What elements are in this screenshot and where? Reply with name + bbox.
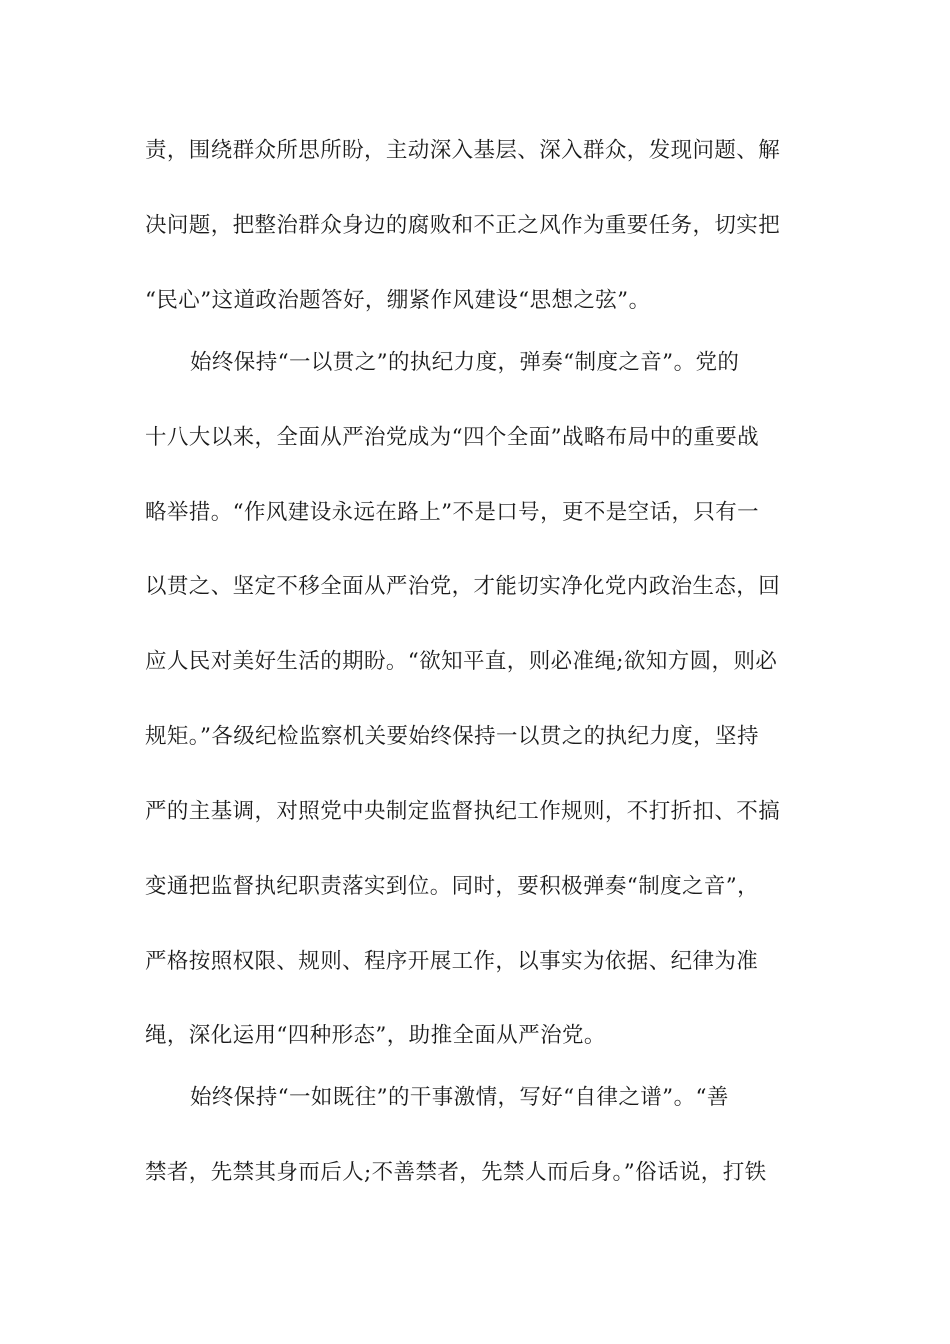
paragraph-first-line: 始终保持“一以贯之”的执纪力度，弹奏“制度之音”。党的 [190, 350, 740, 375]
text-line: 变通把监督执纪职责落实到位。同时，要积极弹奏“制度之音”， [145, 874, 760, 899]
text-line: 责，围绕群众所思所盼，主动深入基层、深入群众，发现问题、解 [145, 138, 781, 163]
text-line: 应人民对美好生活的期盼。“欲知平直，则必准绳;欲知方圆，则必 [145, 649, 778, 674]
text-line: 严格按照权限、规则、程序开展工作，以事实为依据、纪律为准 [145, 949, 759, 974]
paragraph-first-line: 始终保持“一如既往”的干事激情，写好“自律之谱”。“善 [190, 1085, 729, 1110]
text-line: 十八大以来，全面从严治党成为“四个全面”战略布局中的重要战 [145, 425, 760, 450]
text-line: 绳，深化运用“四种形态”，助推全面从严治党。 [145, 1023, 606, 1048]
text-line: 严的主基调，对照党中央制定监督执纪工作规则，不打折扣、不搞 [145, 799, 781, 824]
text-line: 略举措。“作风建设永远在路上”不是口号，更不是空话，只有一 [145, 500, 760, 525]
text-line: 决问题，把整治群众身边的腐败和不正之风作为重要任务，切实把 [145, 213, 781, 238]
text-line: 规矩。”各级纪检监察机关要始终保持一以贯之的执纪力度，坚持 [145, 724, 759, 749]
text-line: 以贯之、坚定不移全面从严治党，才能切实净化党内政治生态，回 [145, 574, 781, 599]
text-line: “民心”这道政治题答好，绷紧作风建设“思想之弦”。 [145, 288, 651, 313]
text-line: 禁者，先禁其身而后人;不善禁者，先禁人而后身。”俗话说，打铁 [145, 1160, 767, 1185]
